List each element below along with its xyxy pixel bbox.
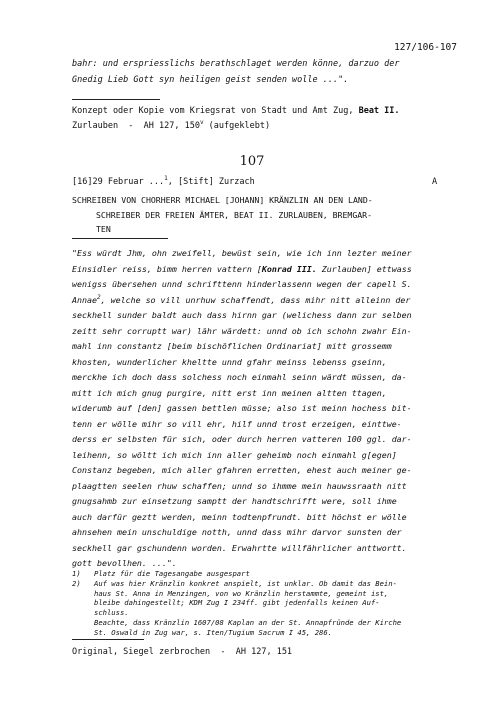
body-line: tenn er wölle mihr so vill ehr, hilf unnd trost erzeigen, einttwe- — [72, 418, 402, 429]
source-note: Original, Siegel zerbrochen - AH 127, 151 — [72, 647, 293, 657]
document-date: [16]29 Februar ... — [72, 177, 165, 187]
body-line: wenigss übersehen unnd schrifttenn hinderlassenn wegen der capell S. — [72, 279, 412, 289]
page-reference: 127/106-107 — [394, 42, 457, 53]
body-line: plaagtten seelen rhuw schaffen; unnd so ihmme mein hauwssraath nitt — [72, 480, 407, 491]
previous-text-line: Gnedig Lieb Gott syn heiligen geist senden wolle ...". — [72, 74, 349, 85]
source-text: (aufgeklebt) — [203, 120, 271, 131]
document-title — [72, 193, 373, 237]
body-line: gott bevollhen. ...". — [72, 558, 177, 568]
footnote-ref: 1 — [164, 175, 168, 183]
source-text: Zurlauben - AH 127, 150 — [72, 120, 200, 131]
body-line: mahl inn constantz [beim bischöflichen Ordinariat] mitt grossemm — [72, 341, 392, 351]
title-line: TEN — [96, 224, 111, 234]
source-text: Konzept oder Kopie vom Kriegsrat von Stadt und Amt Zug, — [72, 106, 359, 116]
separator-rule — [72, 99, 160, 100]
body-line: merckhe ich doch dass solchess noch einmahl seinn wärdt müssen, da- — [72, 372, 407, 382]
footnote-text: haus St. Anna in Menzingen, von wo Kränzlin herstammte, gemeint ist, — [94, 588, 389, 598]
document-number: 107 — [239, 154, 265, 169]
body-line: widerumb auf [den] gassen bettlen müsse; also ist meinn hochess bit- — [72, 403, 412, 413]
body-line: , welche so vill unrhuw schaffendt, dass mihr nitt alleinn der — [100, 294, 411, 305]
source-sup: v — [199, 118, 204, 126]
document-date-place — [72, 177, 255, 187]
footnote-text: bleibe dahingestellt; KDM Zug I 234ff. gibt jedenfalls keinen Auf- — [94, 598, 380, 608]
body-line: seckhell sunder baldt auch dass hirnn gar (welichess dann zur selben — [72, 310, 412, 320]
body-line: gnugsahmb zur einsetzung samptt der handtschrifft were, soll ihme — [72, 496, 397, 506]
body-line: Annae — [72, 294, 97, 305]
footnote-text: Auf was hier Kränzlin konkret anspielt, ist unklar. Ob damit das Bein- — [94, 578, 397, 588]
body-line: leihenn, so wöltt ich mich inn aller geheimb noch einmahl g[egen] — [72, 449, 397, 460]
body-line: zeitt sehr corruptt war) lähr wärdett: unnd ob ich schohn zwahr Ein- — [72, 325, 412, 336]
body-line: "Ess würdt Jhm, ohn zweifell, bewüst sein, wie ich inn lezter meiner — [72, 248, 412, 258]
document-body — [72, 246, 412, 572]
footnote-number: 1) — [72, 569, 81, 578]
body-line: Zurlauben] ettwass — [316, 263, 412, 274]
document-letter: A — [432, 177, 438, 187]
body-line: ahnsehen mein unschuldige notth, unnd dass mihr darvor sunsten der — [72, 527, 402, 537]
previous-document-text — [72, 57, 400, 88]
footnote-ref: 2 — [96, 293, 101, 301]
footnotes — [72, 569, 401, 638]
title-line: SCHREIBER DER FREIEN ÄMTER, BEAT II. ZURLAUBEN, BREMGAR- — [96, 209, 373, 220]
footnote-text: schluss. — [94, 608, 129, 618]
title-line: SCHREIBEN VON CHORHERR MICHAEL [JOHANN] KRÄNZLIN AN DEN LAND- — [72, 195, 373, 205]
separator-rule — [72, 238, 168, 239]
previous-text-line: bahr: und erspriesslichs berathschlaget werden könne, darzuo der — [72, 59, 400, 69]
body-line: mitt ich mich gnug purgire, nitt erst inn meinen altten ttagen, — [72, 387, 387, 398]
source-name-bold: Beat II. — [358, 106, 400, 116]
body-line: auch darfür geztt werden, meinn todtenpfrundt. bitt höchst er wölle — [72, 511, 407, 522]
previous-source-note — [72, 104, 400, 133]
body-name-bold: Konrad III. — [261, 263, 317, 274]
document-place: , [Stift] Zurzach — [167, 177, 255, 187]
footnote-text: Platz für die Tagesangabe ausgespart — [94, 569, 250, 578]
footnote-number: 2) — [72, 578, 81, 588]
body-line: khosten, wunderlicher kheltte unnd gfahr meinss lebenss gseinn, — [72, 356, 387, 367]
footnote-text: St. Oswald in Zug war, s. Iten/Tugium Sacrum I 45, 286. — [94, 627, 332, 637]
body-line: derss er selbsten für sich, oder durch herren vatteren 100 ggl. dar- — [72, 434, 412, 444]
body-line: Constanz begeben, mich aller gfahren erretten, ehest auch meiner ge- — [72, 465, 412, 475]
body-line: seckhell gar gschundenn worden. Erwahrtte willfährlicher anttwortt. — [72, 542, 407, 553]
separator-rule — [72, 639, 144, 640]
footnote-text: Beachte, dass Kränzlin 1607/08 Kaplan an der St. Annapfründe der Kirche — [94, 617, 402, 627]
body-line: Einsidler reiss, bimm herren vattern [ — [72, 263, 262, 274]
